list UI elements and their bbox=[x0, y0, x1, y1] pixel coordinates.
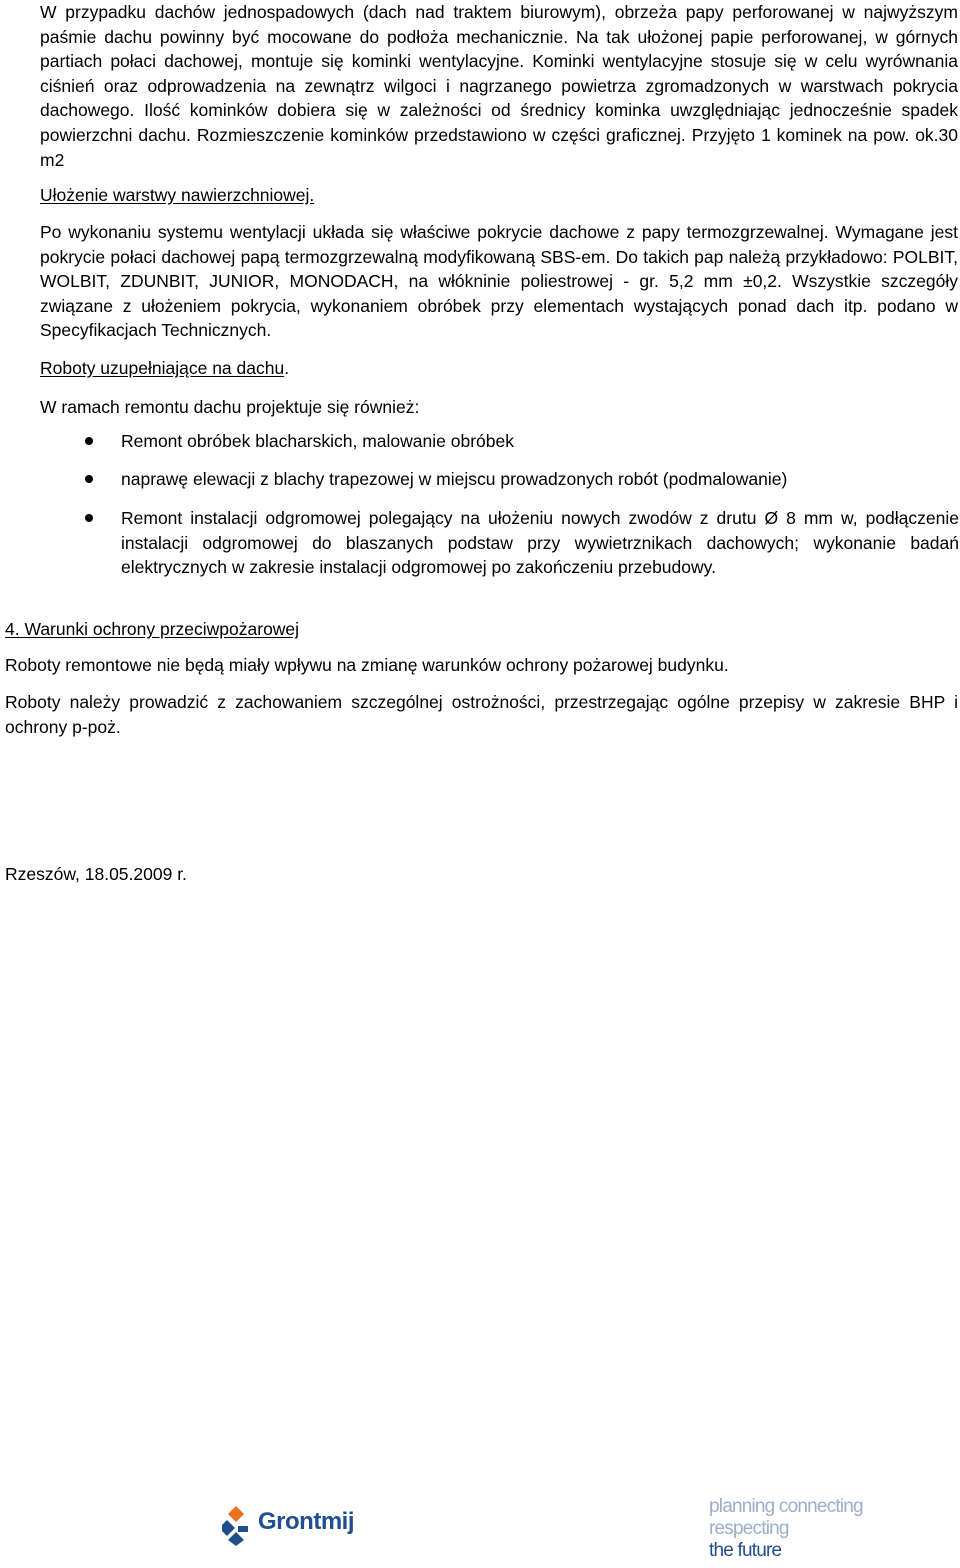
tagline-line: the future bbox=[709, 1540, 782, 1561]
bullet-icon bbox=[85, 475, 93, 483]
intro-additional-works: W ramach remontu dachu projektuje się również: bbox=[40, 397, 420, 417]
heading-additional-works-text: Roboty uzupełniające na dachu bbox=[40, 358, 285, 378]
heading-top-layer bbox=[40, 183, 958, 208]
place-date: Rzeszów, 18.05.2009 r. bbox=[5, 864, 187, 884]
heading-additional-works bbox=[40, 356, 958, 381]
tagline-line: respecting bbox=[709, 1518, 789, 1539]
footer bbox=[0, 1490, 960, 1568]
bullet-icon bbox=[85, 514, 93, 522]
grontmij-logo-icon bbox=[222, 1502, 256, 1546]
grontmij-logo-text: Grontmij bbox=[258, 1508, 354, 1535]
list-item-text: Remont obróbek blacharskich, malowanie obróbek bbox=[121, 431, 514, 451]
list-item-text: naprawę elewacji z blachy trapezowej w miejscu prowadzonych robót (podmalowanie) bbox=[121, 469, 788, 489]
section-4-heading-text: 4. Warunki ochrony przeciwpożarowej bbox=[5, 619, 300, 639]
list-item-text: Remont instalacji odgromowej polegający na ułożeniu nowych zwodów z drutu Ø 8 mm w, podłączenie instalacji odgromowej do blaszanych podstaw przy wywietrznikach dachowych; wykonanie badań elektrycznych w zakresie instalacji odgromowej po zakończeniu przebudowy. bbox=[121, 508, 959, 578]
paragraph-fire-2: Roboty należy prowadzić z zachowaniem szczególnej ostrożności, przestrzegając ogólne przepisy w zakresie BHP i ochrony p-poż. bbox=[5, 692, 958, 737]
paragraph-ventilation: W przypadku dachów jednospadowych (dach nad traktem biurowym), obrzeża papy perforowanej w najwyższym paśmie dachu powinny być mocowane do podłoża mechanicznie. Na tak ułożonej papie perforowanej, w górnych partiach połaci dachowej, montuje się kominki wentylacyjne. Kominki wentylacyjne stosuje się w celu wyrównania ciśnień oraz odprowadzenia na zewnątrz wilgoci i nagrzanego powietrza zgromadzonych w warstwach pokrycia dachowego. Ilość kominków dobiera się w zależności od średnicy kominka uwzględniając jednocześnie spadek powierzchni dachu. Rozmieszczenie kominków przedstawiono w części graficznej. Przyjęto 1 kominek na pow. ok.30 m2 bbox=[40, 2, 958, 170]
tagline-line: planning connecting bbox=[709, 1496, 863, 1517]
footer-tagline bbox=[709, 1496, 863, 1562]
heading-additional-works-suffix: . bbox=[284, 358, 290, 378]
heading-top-layer-text: Ułożenie warstwy nawierzchniowej. bbox=[40, 185, 315, 205]
grontmij-logo bbox=[222, 1502, 362, 1546]
bullet-icon bbox=[85, 437, 93, 445]
paragraph-fire-1: Roboty remontowe nie będą miały wpływu na zmianę warunków ochrony pożarowej budynku. bbox=[5, 655, 729, 675]
paragraph-top-layer: Po wykonaniu systemu wentylacji układa się właściwe pokrycie dachowe z papy termozgrzewalnej. Wymagane jest pokrycie połaci dachowej papą termozgrzewalną modyfikowaną SBS-em. Do takich pap należą przykładowo: POLBIT, WOLBIT, ZDUNBIT, JUNIOR, MONODACH, na włókninie poliestrowej - gr. 5,2 mm ±0,2. Wszystkie szczegóły związane z ułożeniem pokrycia, wykonaniem obróbek przy elementach wystających ponad dach itp. podano w Specyfikacjach Technicznych. bbox=[40, 222, 958, 341]
section-4-heading bbox=[5, 617, 955, 642]
